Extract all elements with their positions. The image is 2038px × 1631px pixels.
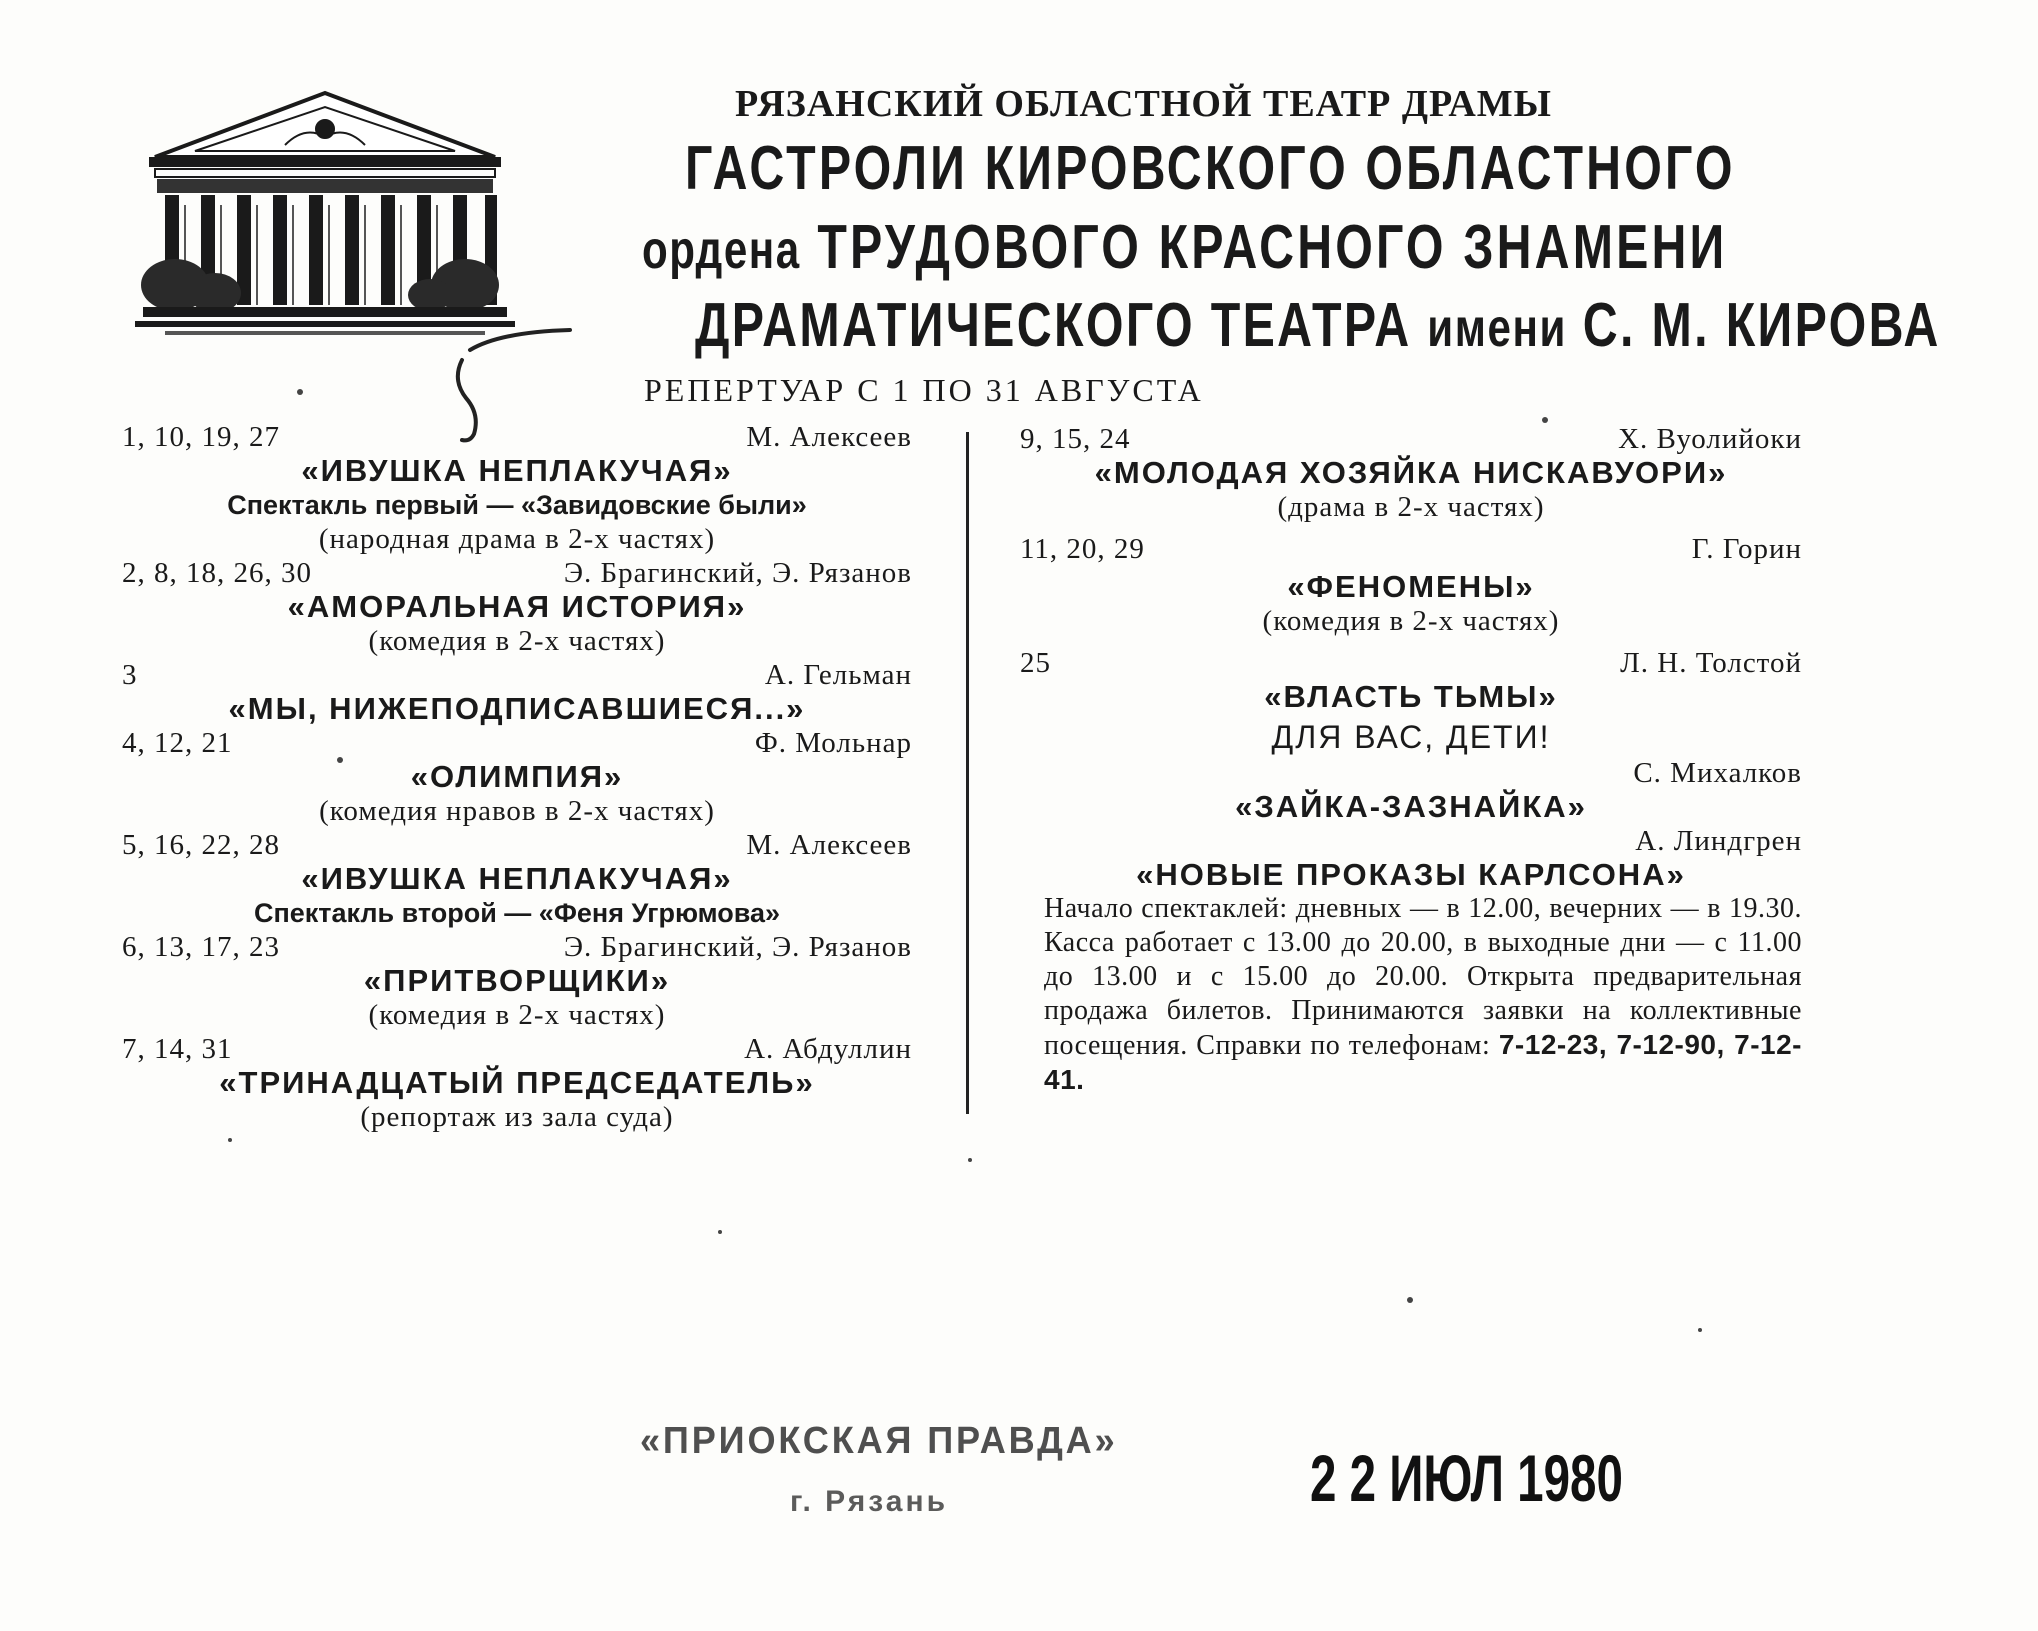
play-author: Х. Вуолийоки xyxy=(1618,423,1802,455)
play-genre: (комедия в 2-х частях) xyxy=(1262,605,1560,637)
play-dates: 1, 10, 19, 27 xyxy=(122,421,280,453)
play-title: «ИВУШКА НЕПЛАКУЧАЯ» xyxy=(301,861,733,896)
play-title: «МОЛОДАЯ ХОЗЯЙКА НИСКАВУОРИ» xyxy=(1094,455,1728,490)
headline-order-word: ордена xyxy=(642,220,801,280)
play-entry xyxy=(1020,646,1802,714)
play-title: «ПРИТВОРЩИКИ» xyxy=(363,963,671,998)
headline-line-2 xyxy=(642,212,1727,283)
play-genre: (народная драма в 2-х частях) xyxy=(318,523,716,555)
play-entry xyxy=(122,726,912,828)
headline-order-name: ТРУДОВОГО КРАСНОГО ЗНАМЕНИ xyxy=(817,213,1728,282)
play-author: А. Линдгрен xyxy=(1635,825,1802,857)
repertoire-heading: РЕПЕРТУАР С 1 ПО 31 АВГУСТА xyxy=(644,372,1204,408)
play-entry xyxy=(122,930,912,1032)
play-title: «ОЛИМПИЯ» xyxy=(410,759,624,794)
kids-heading: ДЛЯ ВАС, ДЕТИ! xyxy=(1271,719,1551,755)
column-divider xyxy=(966,432,969,1114)
left-column xyxy=(122,420,912,1134)
kids-entry xyxy=(1020,824,1802,892)
play-title: «ЗАЙКА-ЗАЗНАЙКА» xyxy=(1235,789,1587,824)
play-genre: (комедия в 2-х частях) xyxy=(368,999,666,1031)
box-office-text: Начало спектаклей: дневных — в 12.00, вечерних — в 19.30. Касса работает с 13.00 до 20.00, в выходные дни — с 11.00 до 13.00 и с 15.00 до 20.00. Открыта предварительная продажа билетов. Принимаются заявки на коллективные посещения. Справки по телефонам: xyxy=(1044,893,1802,1061)
play-dates: 9, 15, 24 xyxy=(1020,423,1131,455)
play-author: Л. Н. Толстой xyxy=(1620,647,1802,679)
play-dates: 7, 14, 31 xyxy=(122,1033,233,1065)
play-author: Г. Горин xyxy=(1691,533,1802,565)
play-genre: (драма в 2-х частях) xyxy=(1277,491,1545,523)
play-title: «ФЕНОМЕНЫ» xyxy=(1287,569,1535,604)
play-entry xyxy=(122,556,912,658)
theatre-building-icon xyxy=(135,85,515,340)
box-office-info xyxy=(1044,892,1802,1098)
play-entry xyxy=(122,420,912,556)
phone-numbers: 7-12-23, 7-12-90, 7-12-41. xyxy=(1044,1029,1802,1095)
play-author: М. Алексеев xyxy=(746,421,912,453)
play-dates: 5, 16, 22, 28 xyxy=(122,829,280,861)
play-title: «АМОРАЛЬНАЯ ИСТОРИЯ» xyxy=(287,589,747,624)
play-dates: 2, 8, 18, 26, 30 xyxy=(122,557,312,589)
play-title: «ВЛАСТЬ ТЬМЫ» xyxy=(1264,679,1558,714)
newspaper-stamp xyxy=(640,1420,1140,1540)
play-subtitle: Спектакль второй — «Феня Угрюмова» xyxy=(253,898,781,928)
play-title: «ИВУШКА НЕПЛАКУЧАЯ» xyxy=(301,453,733,488)
play-entry xyxy=(122,828,912,930)
play-entry xyxy=(122,658,912,726)
play-genre: (комедия нравов в 2-х частях) xyxy=(319,795,715,827)
play-dates: 25 xyxy=(1020,647,1051,679)
play-title: «ТРИНАДЦАТЫЙ ПРЕДСЕДАТЕЛЬ» xyxy=(219,1065,815,1100)
play-entry xyxy=(1020,532,1802,638)
play-subtitle: Спектакль первый — «Завидовские были» xyxy=(227,490,807,520)
right-column xyxy=(1020,422,1802,1098)
play-author: Э. Брагинский, Э. Рязанов xyxy=(563,931,912,963)
play-title: «НОВЫЕ ПРОКАЗЫ КАРЛСОНА» xyxy=(1136,857,1686,892)
play-author: А. Гельман xyxy=(764,659,912,691)
play-dates: 11, 20, 29 xyxy=(1020,533,1145,565)
date-stamp: 2 2 ИЮЛ 1980 xyxy=(1310,1441,1623,1515)
play-dates: 4, 12, 21 xyxy=(122,727,233,759)
play-author: А. Абдуллин xyxy=(744,1033,912,1065)
theatre-name: РЯЗАНСКИЙ ОБЛАСТНОЙ ТЕАТР ДРАМЫ xyxy=(735,83,1552,125)
headline-named-word: имени xyxy=(1427,298,1567,358)
play-author: С. Михалков xyxy=(1633,757,1802,789)
stamp-newspaper-name: «ПРИОКСКАЯ ПРАВДА» xyxy=(640,1420,1118,1462)
stamp-city: г. Рязань xyxy=(790,1485,949,1518)
play-genre: (комедия в 2-х частях) xyxy=(368,625,666,657)
play-entry xyxy=(122,1032,912,1134)
headline-line-1: ГАСТРОЛИ КИРОВСКОГО ОБЛАСТНОГО xyxy=(685,134,1736,203)
play-genre: (репортаж из зала суда) xyxy=(360,1101,674,1133)
play-author: Ф. Мольнар xyxy=(754,727,912,759)
play-title: «МЫ, НИЖЕПОДПИСАВШИЕСЯ...» xyxy=(228,691,806,726)
headline-theatre: ДРАМАТИЧЕСКОГО ТЕАТРА xyxy=(695,291,1412,360)
play-dates: 6, 13, 17, 23 xyxy=(122,931,280,963)
play-dates: 3 xyxy=(122,659,138,691)
headline-line-3 xyxy=(695,290,1941,361)
kids-entry xyxy=(1020,756,1802,824)
play-author: Э. Брагинский, Э. Рязанов xyxy=(563,557,912,589)
play-author: М. Алексеев xyxy=(746,829,912,861)
headline-kirov: С. М. КИРОВА xyxy=(1582,291,1941,360)
play-entry xyxy=(1020,422,1802,524)
